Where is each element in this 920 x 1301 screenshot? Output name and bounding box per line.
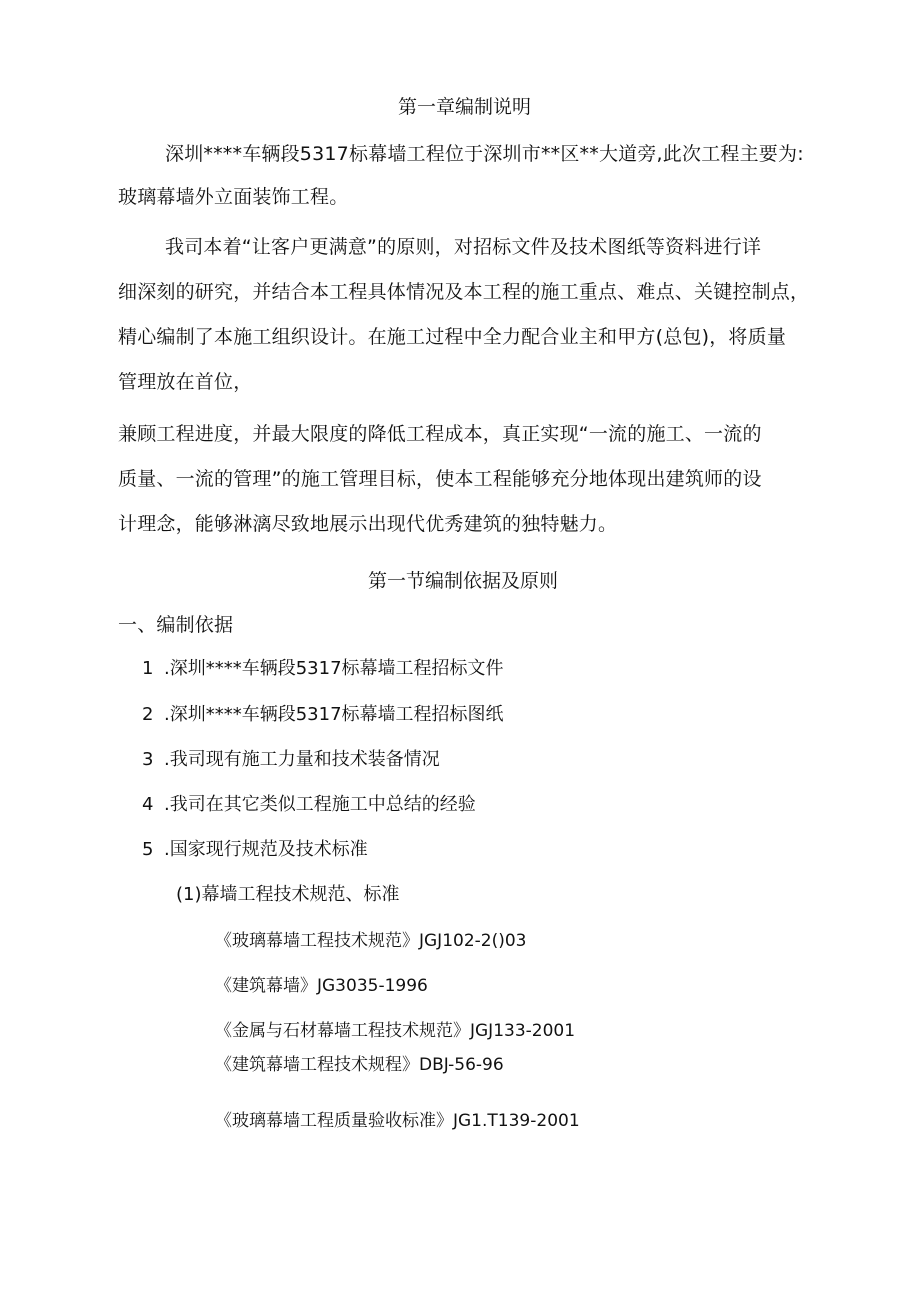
standard-item: 《玻璃幕墙工程质量验收标准》JG1.T139-2001: [215, 1111, 580, 1131]
intro-paragraph-1-line-2: 玻璃幕墙外立面装饰工程。: [118, 186, 349, 208]
basis-item-number: 3: [142, 749, 154, 770]
subsection-title: 一、编制依据: [118, 614, 234, 636]
basis-item: [142, 660, 504, 678]
intro-paragraph-2-line-2: 细深刻的研究，并结合本工程具体情况及本工程的施工重点、难点、关键控制点，: [118, 281, 810, 303]
chapter-title: 第一章编制说明: [398, 96, 532, 118]
basis-item: [142, 841, 368, 859]
intro-paragraph-2-line-4: 管理放在首位，: [118, 371, 253, 393]
basis-item-text: .我司现有施工力量和技术装备情况: [164, 749, 440, 770]
basis-item-number: 2: [142, 704, 154, 725]
standard-item: 《玻璃幕墙工程技术规范》JGJ102-2()03: [215, 931, 527, 951]
basis-item: [142, 796, 476, 814]
basis-item-number: 4: [142, 794, 154, 815]
intro-paragraph-1-line-1: 深圳****车辆段5317标幕墙工程位于深圳市**区**大道旁,此次工程主要为:: [165, 143, 804, 165]
sub-item-title: (1)幕墙工程技术规范、标准: [176, 884, 400, 905]
intro-paragraph-3-line-3: 计理念，能够淋漓尽致地展示出现代优秀建筑的独特魅力。: [118, 513, 618, 535]
intro-paragraph-2-line-1: 我司本着“让客户更满意”的原则，对招标文件及技术图纸等资料进行详: [165, 236, 762, 258]
section-title: 第一节编制依据及原则: [368, 570, 559, 592]
basis-item-text: .国家现行规范及技术标准: [164, 839, 368, 860]
basis-item-text: .深圳****车辆段5317标幕墙工程招标文件: [164, 658, 504, 679]
intro-paragraph-3-line-1: 兼顾工程进度，并最大限度的降低工程成本，真正实现“一流的施工、一流的: [118, 423, 762, 445]
basis-item-number: 1: [142, 658, 154, 679]
intro-paragraph-2-line-3: 精心编制了本施工组织设计。在施工过程中全力配合业主和甲方(总包)，将质量: [118, 326, 787, 348]
basis-item-text: .深圳****车辆段5317标幕墙工程招标图纸: [164, 704, 504, 725]
standard-item: 《金属与石材幕墙工程技术规范》JGJ133-2001: [215, 1021, 576, 1041]
basis-item: [142, 751, 440, 769]
basis-item-number: 5: [142, 839, 154, 860]
standard-item: 《建筑幕墙工程技术规程》DBJ-56-96: [215, 1055, 504, 1075]
basis-item-text: .我司在其它类似工程施工中总结的经验: [164, 794, 476, 815]
basis-item: [142, 706, 504, 724]
intro-paragraph-3-line-2: 质量、一流的管理”的施工管理目标，使本工程能够充分地体现出建筑师的设: [118, 468, 762, 490]
standard-item: 《建筑幕墙》JG3035-1996: [215, 976, 428, 996]
